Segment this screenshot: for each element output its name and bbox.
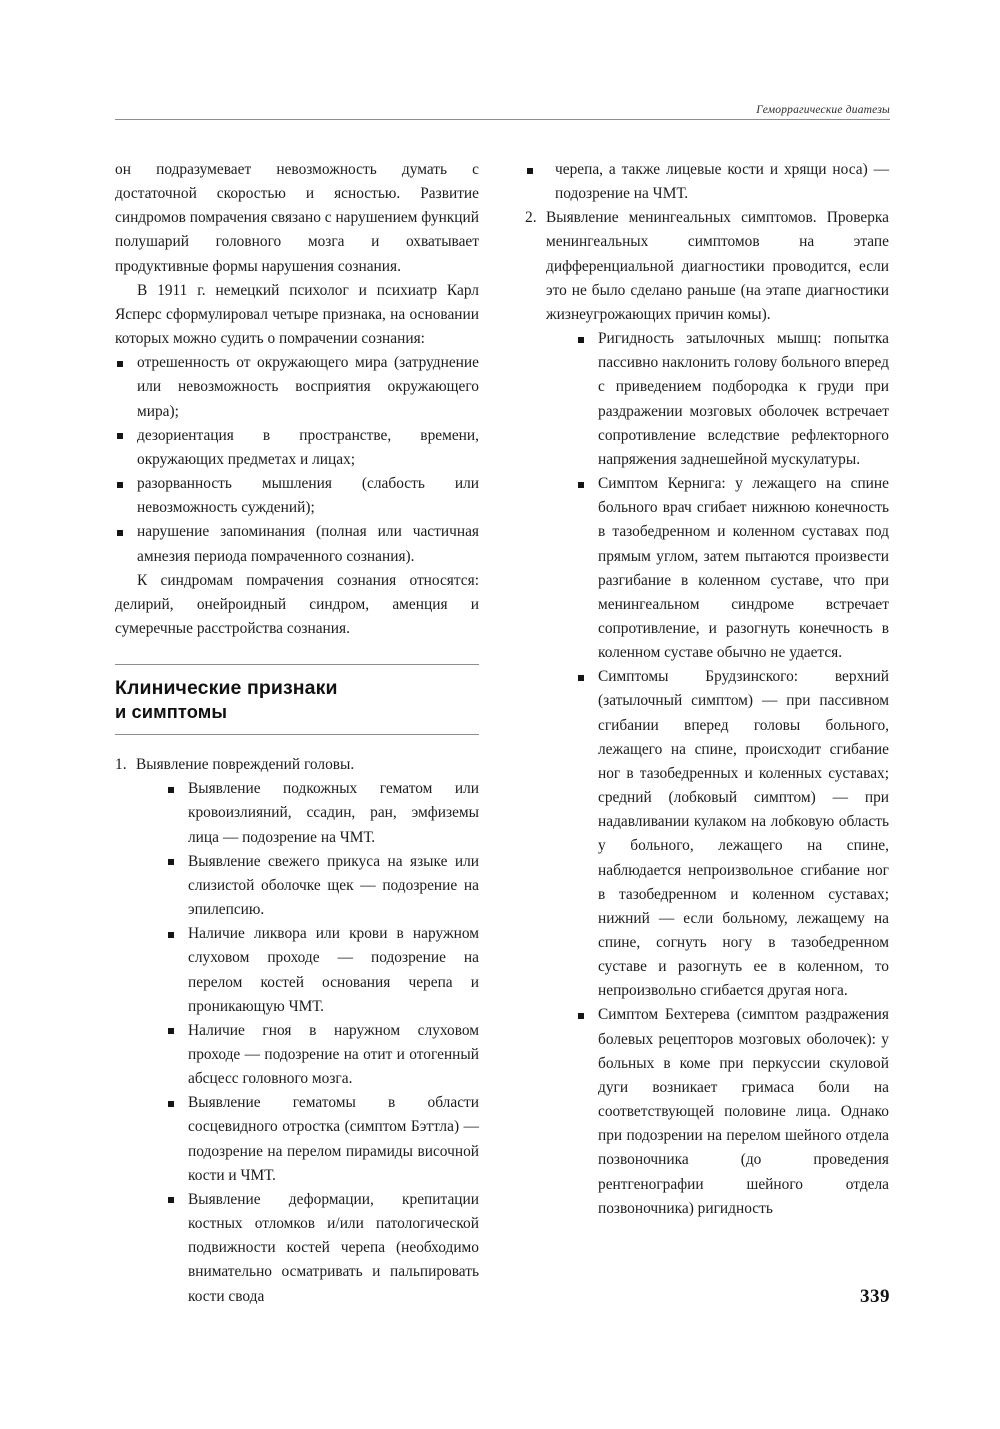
numbered-list-item — [115, 753, 479, 1309]
list-number: 1. — [115, 756, 127, 774]
numbered-list-left — [115, 753, 479, 1309]
section-heading-block — [115, 664, 479, 735]
sub-bullet-list — [576, 327, 889, 1221]
list-number: 2. — [525, 209, 537, 227]
list-item: Выявление деформации, крепитации костных отломков и/или патологической подвижности костей черепа (необходимо внимательно осматривать и пальпировать кости свода — [166, 1188, 479, 1309]
list-item: Выявление гематомы в области сосцевидного отростка (симптом Бэттла) — подозрение на перелом пирамиды височной кости и ЧМТ. — [166, 1091, 479, 1188]
list-item: отрешенность от окружающего мира (затруднение или невозможность восприятия окружающего мира); — [115, 351, 479, 423]
paragraph: В 1911 г. немецкий психолог и психиатр Карл Ясперс сформулировал четыре признака, на основании которых можно судить о помрачении сознания: — [115, 281, 479, 348]
paragraph: К синдромам помрачения сознания относятся: делирий, онейроидный синдром, аменция и сумеречные расстройства сознания. — [115, 571, 479, 637]
page-number: 339 — [860, 1286, 890, 1307]
right-column — [525, 158, 889, 1309]
heading-line-2: и симптомы — [115, 701, 228, 723]
heading-rule-top — [115, 664, 479, 665]
heading-line-1: Клинические признаки — [115, 677, 338, 700]
list-item: нарушение запоминания (полная или частичная амнезия периода помраченного сознания). — [115, 520, 479, 568]
list-item: Симптомы Брудзинского: верхний (затылочный симптом) — при пассивном сгибании вперед головы больного, лежащего на спине, происходит сгибание ног в тазобедренных и коленных суставах; средний (лобковый симптом) — при надавливании кулаком на лобковую область у больного, лежащего на спине, наблюдается непроизвольное сгибание ног в тазобедренном и коленном суставах; нижний — если больному, лежащему на спине, согнуть ногу в тазобедренном суставе и разогнуть ее в коленном, то непроизвольно сгибается другая нога. — [576, 665, 889, 1003]
list-item: Выявление подкожных гематом или кровоизлияний, ссадин, ран, эмфиземы лица — подозрение на ЧМТ. — [166, 777, 479, 849]
running-head-title: Геморрагические диатезы — [756, 104, 890, 116]
numbered-item-text: Выявление повреждений головы. — [136, 756, 355, 774]
two-column-body — [115, 158, 890, 1309]
sub-bullet-list — [166, 777, 479, 1308]
numbered-item-text: Выявление менингеальных симптомов. Проверка менингеальных симптомов на этапе дифференциальной диагностики проводится, если это не было сделано раньше (на этапе диагностики жизнеугрожающих причин комы). — [546, 209, 889, 323]
running-head-rule — [115, 119, 890, 120]
list-item: Наличие ликвора или крови в наружном слуховом проходе — подозрение на перелом костей основания черепа и проникающую ЧМТ. — [166, 922, 479, 1019]
heading-rule-bottom — [115, 734, 479, 735]
page-title — [115, 676, 479, 724]
left-column — [115, 158, 479, 1309]
list-item: Выявление свежего прикуса на языке или слизистой оболочке щек — подозрение на эпилепсию. — [166, 850, 479, 922]
numbered-list-item — [525, 206, 889, 1221]
numbered-list-right — [525, 206, 889, 1221]
list-item: дезориентация в пространстве, времени, окружающих предметах и лицах; — [115, 424, 479, 472]
criteria-bullet-list — [115, 351, 479, 568]
list-item: разорванность мышления (слабость или невозможность суждений); — [115, 472, 479, 520]
list-item: Симптом Кернига: у лежащего на спине больного врач сгибает нижнюю конечность в тазобедренном и коленном суставах под прямым углом, затем пытаются произвести разгибание в коленном суставе, что при менингеальном синдроме встречает сопротивление, и разогнуть конечность в коленном суставе обычно не удается. — [576, 472, 889, 665]
running-head-area — [115, 104, 890, 120]
list-item: Симптом Бехтерева (симптом раздражения болевых рецепторов мозговых оболочек): у больных в коме при перкуссии скуловой дуги возникает гримаса боли на соответствующей половине лица. Однако при подозрении на перелом шейного отдела позвоночника (до проведения рентгенографии шейного отдела позвоночника) ригидность — [576, 1003, 889, 1220]
list-item-continuation: черепа, а также лицевые кости и хрящи носа) — подозрение на ЧМТ. — [525, 158, 889, 206]
paragraph: он подразумевает невозможность думать с достаточной скоростью и ясностью. Развитие синдромов помрачения связано с нарушением функций полушарий головного мозга и охватывает продуктивные формы нарушения сознания. — [115, 161, 479, 275]
list-item: Ригидность затылочных мышц: попытка пассивно наклонить голову больного вперед с приведением подбородка к груди при раздражении мозговых оболочек встречает сопротивление вследствие рефлекторного напряжения заднешейной мускулатуры. — [576, 327, 889, 472]
list-item: Наличие гноя в наружном слуховом проходе — подозрение на отит и отогенный абсцесс головного мозга. — [166, 1019, 479, 1091]
continuation-bullet — [525, 158, 889, 206]
